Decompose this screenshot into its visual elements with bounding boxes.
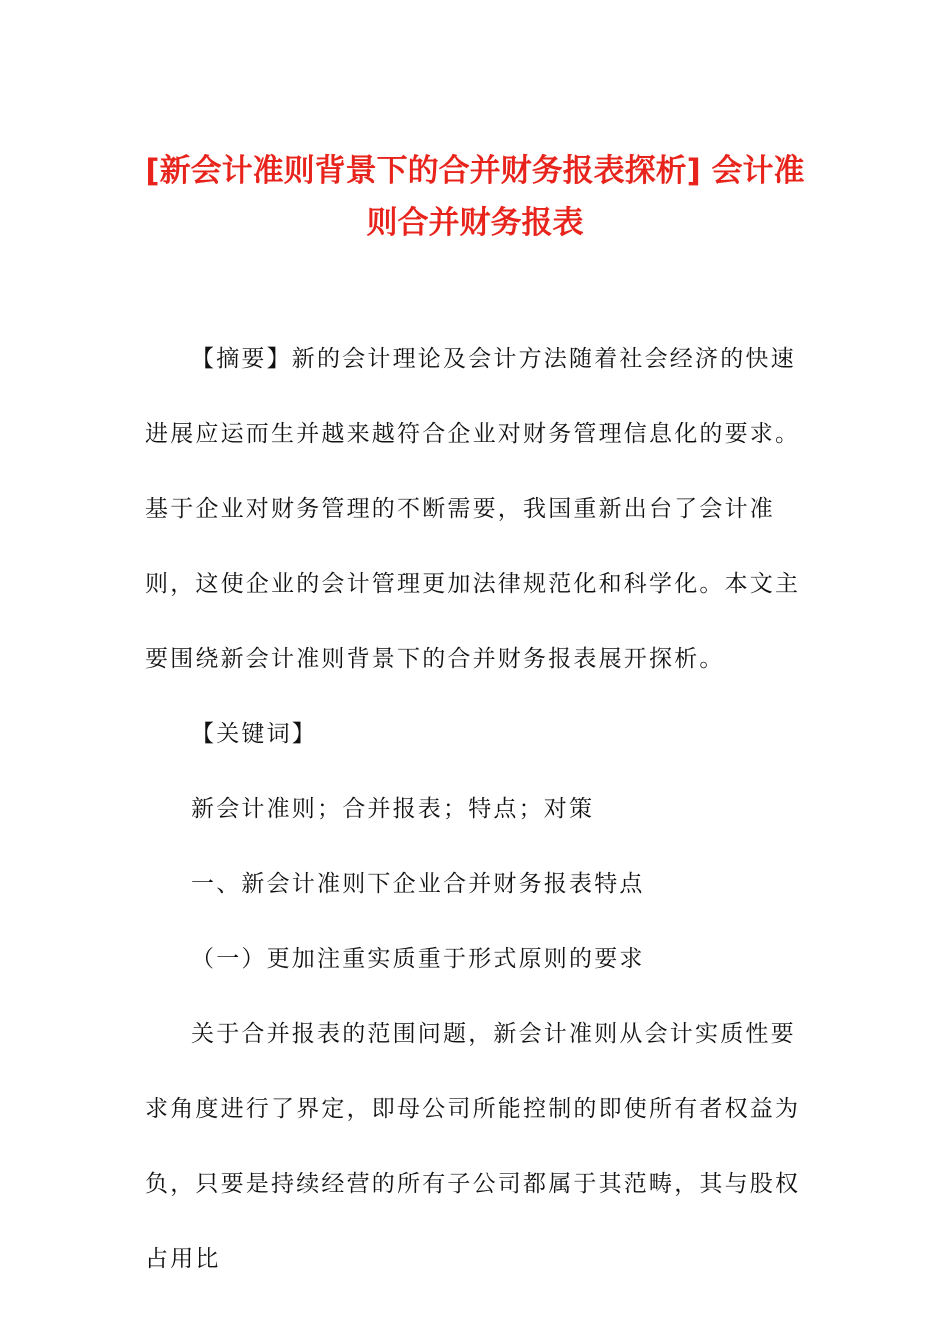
keywords-heading: 【关键词】 (191, 721, 317, 747)
section-heading-1: 一、新会计准则下企业合并财务报表特点 (191, 871, 645, 897)
body-paragraph: 关于合并报表的范围问题，新会计准则从会计实质性要求角度进行了界定，即母公司所能控制的即使所有者权益为负，只要是持续经营的所有子公司都属于其范畴，其与股权占用比 (145, 1021, 801, 1272)
document-body (145, 322, 805, 1297)
abstract-paragraph: 【摘要】新的会计理论及会计方法随着社会经济的快速进展应运而生并越来越符合企业对财务管理信息化的要求。基于企业对财务管理的不断需要，我国重新出台了会计准则，这使企业的会计管理更加法律规范化和科学化。本文主要围绕新会计准则背景下的合并财务报表展开探析。 (145, 346, 801, 672)
keywords-list: 新会计准则；合并报表；特点；对策 (191, 796, 595, 822)
document-title: [新会计准则背景下的合并财务报表探析] 会计准则合并财务报表 (145, 153, 805, 241)
subsection-heading-1: （一）更加注重实质重于形式原则的要求 (191, 946, 645, 972)
